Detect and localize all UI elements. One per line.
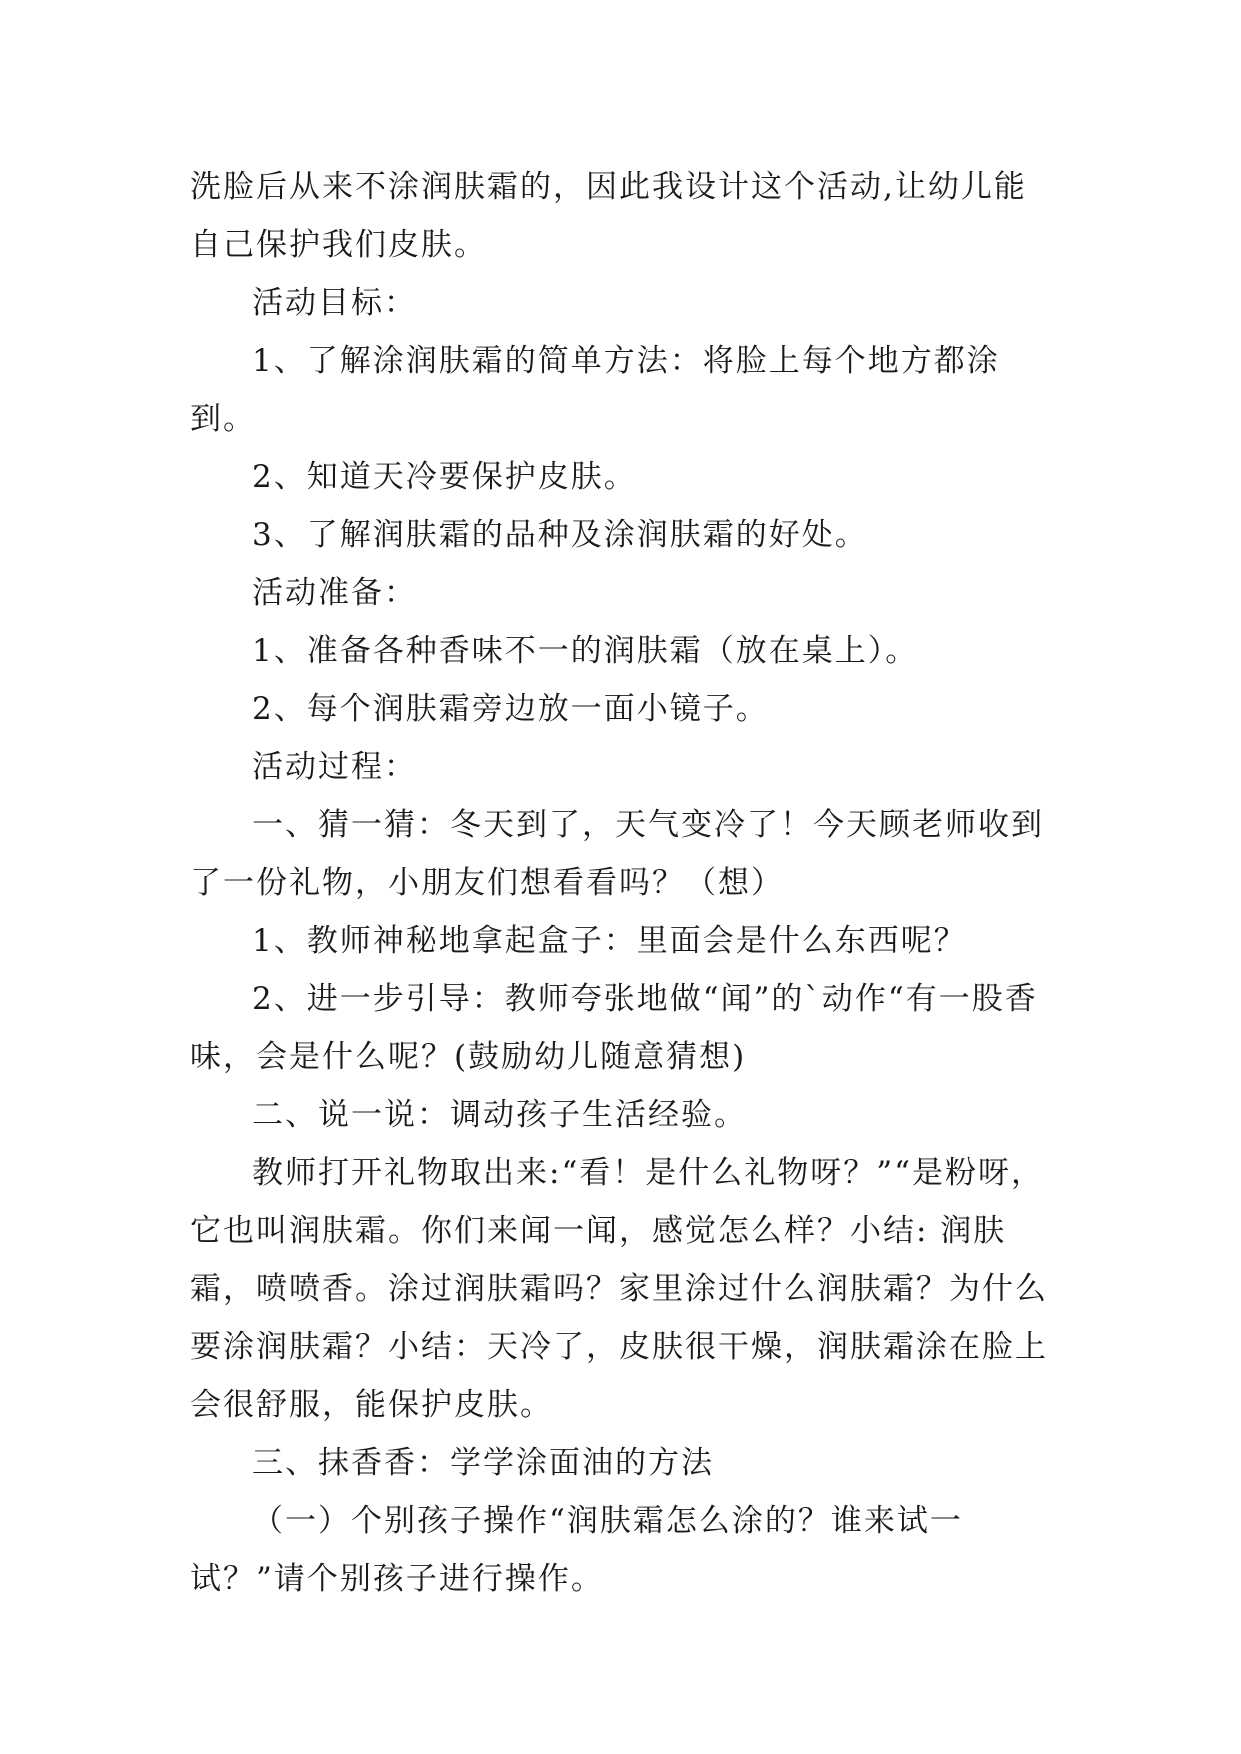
process-step-guess: 一、猜一猜：冬天到了，天气变冷了！今天顾老师收到了一份礼物，小朋友们想看看吗？（想）	[190, 807, 1044, 901]
process-substep-2: 2、进一步引导：教师夸张地做“闻”的`动作“有一股香味，会是什么呢？(鼓励幼儿随意猜想)	[190, 981, 1038, 1075]
paragraph-intro-continuation: 洗脸后从来不涂润肤霜的，因此我设计这个活动,让幼儿能自己保护我们皮肤。	[190, 169, 1027, 263]
process-substep-1: 1、教师神秘地拿起盒子：里面会是什么东西呢？	[252, 923, 967, 959]
process-step-apply: 三、抹香香：学学涂面油的方法	[252, 1445, 714, 1481]
process-apply-detail: （一）个别孩子操作“润肤霜怎么涂的？谁来试一试？”请个别孩子进行操作。	[190, 1503, 963, 1597]
heading-activity-goals: 活动目标：	[252, 285, 417, 321]
process-step-talk: 二、说一说：调动孩子生活经验。	[252, 1097, 747, 1133]
process-talk-detail: 教师打开礼物取出来:“看！是什么礼物呀？”“是粉呀，它也叫润肤霜。你们来闻一闻，感觉怎么样？小结: 润肤霜，喷喷香。涂过润肤霜吗？家里涂过什么润肤霜？为什么要涂润肤霜？小结：天冷了，皮肤很干燥，润肤霜涂在脸上会很舒服，能保护皮肤。	[190, 1155, 1048, 1423]
document-body	[190, 158, 1050, 1608]
preparation-item-1: 1、准备各种香味不一的润肤霜（放在桌上）。	[252, 633, 919, 669]
goal-item-2: 2、知道天冷要保护皮肤。	[252, 459, 637, 495]
heading-activity-preparation: 活动准备：	[252, 575, 417, 611]
goal-item-3: 3、了解润肤霜的品种及涂润肤霜的好处。	[252, 517, 868, 553]
heading-activity-process: 活动过程：	[252, 749, 417, 785]
preparation-item-2: 2、每个润肤霜旁边放一面小镜子。	[252, 691, 769, 727]
goal-item-1: 1、了解涂润肤霜的简单方法：将脸上每个地方都涂到。	[190, 343, 1000, 437]
